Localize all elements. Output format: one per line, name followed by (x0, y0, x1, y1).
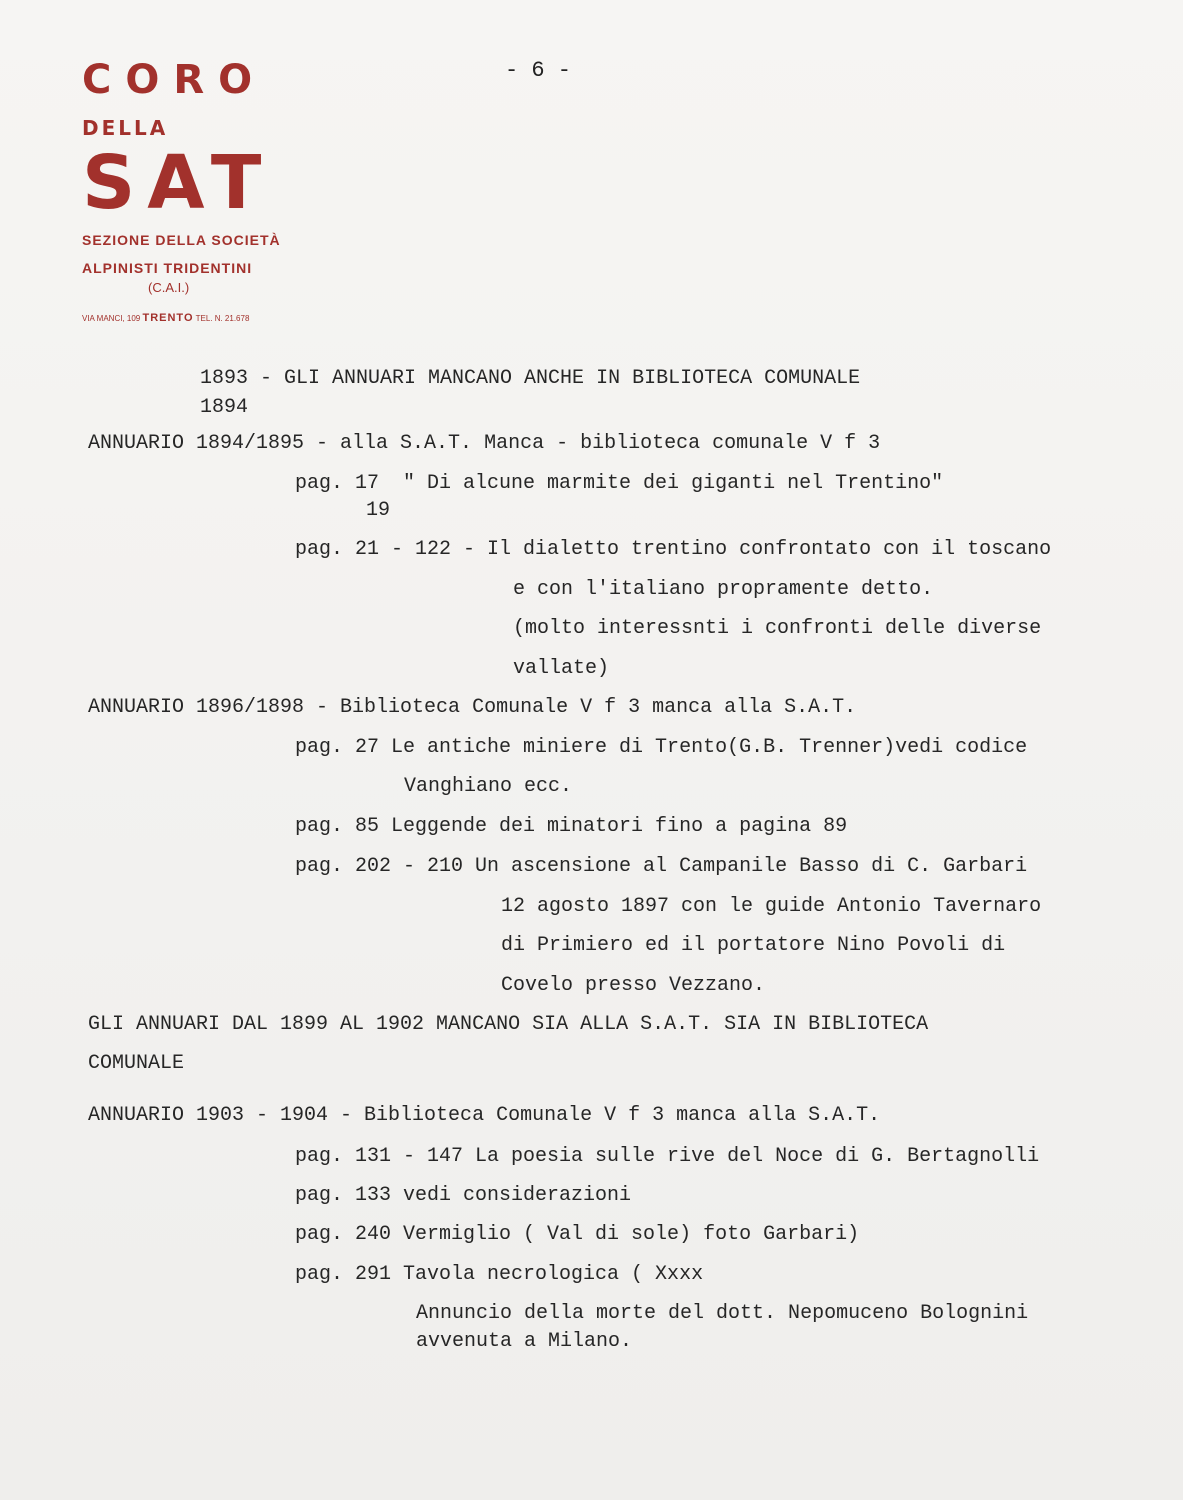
letterhead-cai: (C.A.I.) (148, 280, 190, 295)
letterhead-della: DELLA (82, 116, 169, 140)
text-line: ANNUARIO 1896/1898 - Biblioteca Comunale V f 3 manca alla S.A.T. (88, 696, 857, 719)
letterhead-sat: SAT (82, 140, 274, 226)
page-number: - 6 - (505, 58, 572, 83)
text-line: pag. 133 vedi considerazioni (295, 1184, 632, 1207)
text-line: ANNUARIO 1903 - 1904 - Biblioteca Comunale V f 3 manca alla S.A.T. (88, 1104, 881, 1127)
text-line: pag. 85 Leggende dei minatori fino a pagina 89 (295, 815, 848, 838)
text-line: 1893 - GLI ANNUARI MANCANO ANCHE IN BIBLIOTECA COMUNALE (200, 367, 861, 390)
text-line: (molto interessnti i confronti delle diverse (513, 617, 1042, 640)
letterhead-subtitle-2: ALPINISTI TRIDENTINI (82, 260, 253, 276)
letterhead-subtitle-1: SEZIONE DELLA SOCIETÀ (82, 232, 281, 248)
letterhead-address (82, 312, 282, 324)
text-line: pag. 291 Tavola necrologica ( Xxxx (295, 1263, 704, 1286)
text-line: COMUNALE (88, 1052, 185, 1075)
text-line: vallate) (513, 657, 610, 680)
text-line: Vanghiano ecc. (404, 775, 573, 798)
text-line: pag. 240 Vermiglio ( Val di sole) foto Garbari) (295, 1223, 860, 1246)
text-line: pag. 17 " Di alcune marmite dei giganti nel Trentino" (295, 472, 944, 495)
text-line: pag. 27 Le antiche miniere di Trento(G.B. Trenner)vedi codice (295, 736, 1028, 759)
address-street: VIA MANCI, 109 (82, 314, 141, 323)
text-line: 19 (366, 499, 391, 522)
text-line: 1894 (200, 396, 249, 419)
text-line: ANNUARIO 1894/1895 - alla S.A.T. Manca - biblioteca comunale V f 3 (88, 432, 881, 455)
text-line: pag. 202 - 210 Un ascensione al Campanile Basso di C. Garbari (295, 855, 1028, 878)
text-line: di Primiero ed il portatore Nino Povoli di (501, 934, 1006, 957)
text-line: pag. 21 - 122 - Il dialetto trentino confrontato con il toscano (295, 538, 1052, 561)
letterhead (82, 58, 282, 324)
text-line: e con l'italiano propramente detto. (513, 578, 934, 601)
letterhead-coro: CORO (82, 57, 267, 103)
address-phone: TEL. N. 21.678 (195, 314, 250, 323)
text-line: pag. 131 - 147 La poesia sulle rive del Noce di G. Bertagnolli (295, 1145, 1040, 1168)
text-line: 12 agosto 1897 con le guide Antonio Tavernaro (501, 895, 1042, 918)
text-line: Annuncio della morte del dott. Nepomuceno Bolognini (416, 1302, 1029, 1325)
text-line: Covelo presso Vezzano. (501, 974, 766, 997)
text-line: avvenuta a Milano. (416, 1330, 633, 1353)
address-city: TRENTO (142, 312, 194, 324)
text-line: GLI ANNUARI DAL 1899 AL 1902 MANCANO SIA ALLA S.A.T. SIA IN BIBLIOTECA (88, 1013, 929, 1036)
